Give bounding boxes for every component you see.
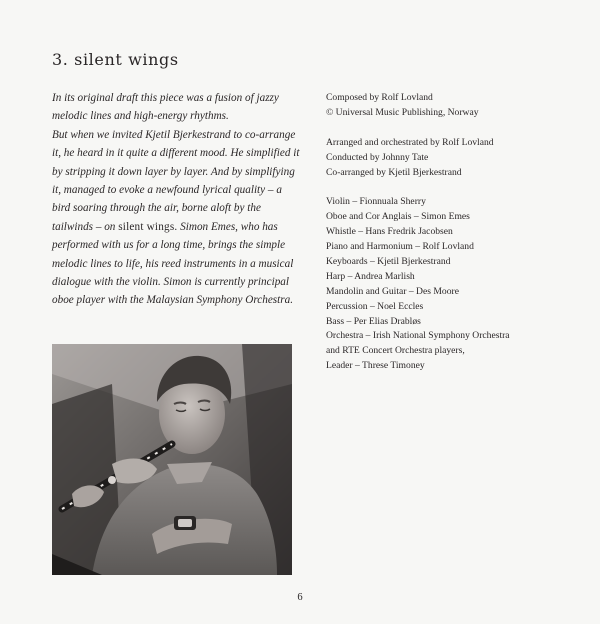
credit-line: Mandolin and Guitar – Des Moore bbox=[326, 285, 459, 297]
credit-line: Composed by Rolf Lovland bbox=[326, 92, 433, 103]
credits-block bbox=[326, 91, 566, 374]
credit-line: Orchestra – Irish National Symphony Orchestra bbox=[326, 330, 510, 342]
credit-line: Keyboards – Kjetil Bjerkestrand bbox=[326, 255, 451, 267]
intro-part-2: But when we invited Kjetil Bjerkestrand to co-arrange it, he heard in it quite a different mood. He simplified it by stripping it down layer by layer. And by simplifying it, managed to evoke a newfound lyrical quality – a bird soaring through the air, borne aloft by the tailwinds – on bbox=[52, 128, 300, 233]
intro-part-1: In its original draft this piece was a fusion of jazzy melodic lines and high-energy rhythms. bbox=[52, 92, 279, 123]
credit-line: Violin – Fionnuala Sherry bbox=[326, 196, 426, 208]
section-title-text: silent wings bbox=[74, 50, 179, 69]
page-number: 6 bbox=[297, 592, 303, 603]
credit-line: Leader – Threse Timoney bbox=[326, 360, 425, 372]
credit-line: Arranged and orchestrated by Rolf Lovland bbox=[326, 136, 494, 148]
credit-line: Harp – Andrea Marlish bbox=[326, 270, 415, 282]
credit-line: Percussion – Noel Eccles bbox=[326, 300, 424, 312]
credit-line: and RTE Concert Orchestra players, bbox=[326, 345, 465, 357]
credit-line: Oboe and Cor Anglais – Simon Emes bbox=[326, 211, 470, 223]
credit-line: Whistle – Hans Fredrik Jacobsen bbox=[326, 226, 453, 238]
intro-text bbox=[52, 89, 302, 310]
intro-track-name: silent wings. bbox=[118, 220, 178, 233]
credit-line: Conducted by Johnny Tate bbox=[326, 151, 429, 163]
intro-part-3: Simon Emes, who has performed with us for a long time, brings the simple melodic lines to life, his reed instruments in a musical dialogue with the violin. Simon is currently principal oboe player with the Malaysian Symphony Orchestra. bbox=[52, 220, 294, 307]
credit-spacer bbox=[326, 121, 566, 136]
credit-line: Piano and Harmonium – Rolf Lovland bbox=[326, 241, 474, 253]
musician-photo bbox=[52, 344, 292, 575]
credit-line: Co-arranged by Kjetil Bjerkestrand bbox=[326, 166, 462, 178]
musician-photo-illustration bbox=[52, 344, 292, 575]
credit-spacer bbox=[326, 180, 566, 195]
section-number: 3. bbox=[52, 50, 69, 69]
credit-line: © Universal Music Publishing, Norway bbox=[326, 106, 479, 118]
credit-line: Bass – Per Elias Drabløs bbox=[326, 315, 421, 327]
section-title bbox=[52, 50, 179, 69]
